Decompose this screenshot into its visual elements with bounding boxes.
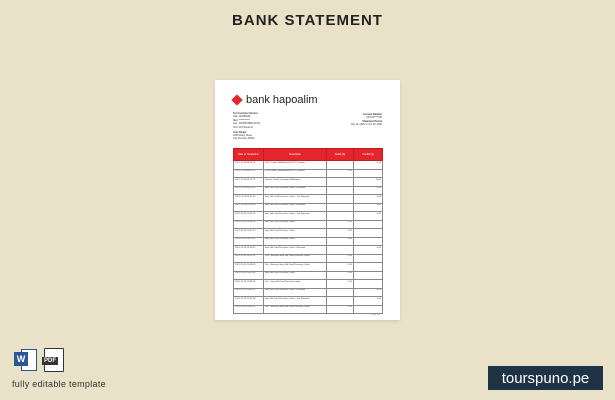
cell-date: 2021-12-16 09:50:28: [234, 203, 264, 212]
cell-date: 2021-12-16 10:21:12: [234, 254, 264, 263]
cell-description: Deposit Credit Customer Withdrawal: [264, 178, 327, 187]
cell-credit: 0.20: [354, 288, 383, 297]
cell-credit: 0.10: [354, 161, 383, 170]
cell-date: 2021-12-16 08:14:23: [234, 161, 264, 170]
account-info-block: [351, 113, 382, 127]
cell-credit: 0.20: [354, 246, 383, 255]
pdf-icon-label: PDF: [44, 358, 56, 364]
cell-debit: [327, 246, 354, 255]
cell-date: 2021-12-16 10:04:33: [234, 220, 264, 229]
cell-debit: 0.10: [327, 263, 354, 272]
cell-credit: 0.20: [354, 186, 383, 195]
cell-date: 2021-12-16 10:47:38: [234, 297, 264, 306]
table-row: [234, 220, 383, 229]
table-row: [234, 254, 383, 263]
column-header-credits: Credits ($): [354, 149, 383, 161]
column-header-description: Description: [264, 149, 327, 161]
cell-description: Item Gift Card Purchase Order - Renewal: [264, 186, 327, 195]
cell-description: Item Gift Card Purchase Order: [264, 237, 327, 246]
cell-debit: [327, 178, 354, 187]
cell-date: 2021-12-16 08:17:22: [234, 169, 264, 178]
cell-credit: [354, 220, 383, 229]
cell-description: Pos - Reversal Item Gift Card Purchase Order: [264, 254, 327, 263]
cell-debit: 0.20: [327, 271, 354, 280]
statement-sheet: [215, 80, 400, 320]
cell-description: Item Gift Card Purchase Order - Yes Renewal: [264, 195, 327, 204]
customer-service-line: Call: 123456000: [233, 115, 251, 119]
cell-credit: 10.00: [354, 178, 383, 187]
table-row: [234, 263, 383, 272]
cell-date: 2021-12-16 09:47:26: [234, 195, 264, 204]
cell-credit: 0.40: [354, 212, 383, 221]
cell-date: 2021-12-16 10:51:11: [234, 305, 264, 314]
cell-debit: 0.10: [327, 220, 354, 229]
cell-description: Pos - Item Gift Card Purchase Order: [264, 280, 327, 289]
table-row: [234, 237, 383, 246]
cell-debit: 0.10: [327, 169, 354, 178]
bank-logo: [233, 94, 318, 106]
table-row: [234, 169, 383, 178]
cell-debit: [327, 195, 354, 204]
table-row: [234, 195, 383, 204]
cell-debit: [327, 161, 354, 170]
table-row: [234, 271, 383, 280]
cell-credit: [354, 280, 383, 289]
cell-credit: [354, 271, 383, 280]
brand-badge[interactable]: tourspuno.pe: [488, 366, 603, 390]
word-document-icon: [14, 348, 36, 372]
table-row: [234, 288, 383, 297]
cell-credit: [354, 229, 383, 238]
page-number: Page 1/1: [370, 313, 380, 316]
table-row: [234, 212, 383, 221]
cell-description: Item Gift Card Purchase Order - Yes Renewal: [264, 212, 327, 221]
pdf-document-icon: [44, 348, 64, 372]
customer-service-heading: For Customer Service: [233, 112, 258, 115]
account-number-label: Account Number: [362, 113, 382, 116]
cell-description: Pos - Reversal Item Gift Card Purchase Order: [264, 263, 327, 272]
customer-service-line: Fax: 12345678890-00-00: [233, 122, 260, 126]
cell-date: 2021-12-16 09:11:22: [234, 178, 264, 187]
bank-diamond-icon: [231, 94, 242, 105]
word-icon-letter: W: [14, 352, 28, 366]
cell-date: 2021-12-16 10:01:12: [234, 212, 264, 221]
cell-date: 2021-12-16 10:07:12: [234, 229, 264, 238]
cell-date: 2021-12-16 10:28:09: [234, 263, 264, 272]
cell-description: Pos - Reversal Item Gift Card Purchase Order: [264, 305, 327, 314]
table-row: [234, 297, 383, 306]
cell-description: Item Gift Card Purchase Order: [264, 220, 327, 229]
column-header-date: Date of Transaction: [234, 149, 264, 161]
cell-date: 2021-12-16 10:12:47: [234, 237, 264, 246]
cell-debit: [327, 186, 354, 195]
table-row: [234, 280, 383, 289]
page-heading: BANK STATEMENT: [232, 12, 383, 29]
cell-debit: [327, 212, 354, 221]
table-row: [234, 178, 383, 187]
cell-credit: [354, 237, 383, 246]
cell-credit: [354, 254, 383, 263]
account-holder: Jose Dicipe: [233, 130, 247, 134]
cell-description: POS Credit VISA Refund PLUTO Sweets: [264, 161, 327, 170]
template-caption: fully editable template: [12, 379, 106, 389]
cell-debit: [327, 288, 354, 297]
address-line: City Province 00000: [233, 137, 255, 141]
cell-credit: 0.40: [354, 297, 383, 306]
cell-description: Item Gift Card Purchase Order - Renewal: [264, 203, 327, 212]
cell-credit: 0.20: [354, 203, 383, 212]
cell-description: POS Credit VISA Refund PLUTO Sweets: [264, 169, 327, 178]
customer-service-block: [233, 112, 260, 141]
cell-description: Item Gift Card Purchase Order - Renewal: [264, 246, 327, 255]
table-row: [234, 246, 383, 255]
table-row: [234, 305, 383, 314]
cell-debit: 0.10: [327, 280, 354, 289]
statement-period-label: Statement Period: [362, 119, 382, 123]
statement-period: July 10, 2020 to Jun 30, 2020: [350, 123, 382, 127]
customer-service-line: Mail: ************: [233, 118, 250, 122]
address-line: 2345 Dusty Street: [233, 133, 253, 137]
cell-credit: [354, 169, 383, 178]
account-number: XXXXX****345: [366, 116, 382, 120]
cell-description: Item Gift Card Purchase Order - Yes Renewal: [264, 297, 327, 306]
format-icons: [14, 348, 64, 372]
table-row: [234, 203, 383, 212]
bank-name: bank hapoalim: [246, 94, 318, 106]
cell-debit: 0.20: [327, 305, 354, 314]
table-row: [234, 229, 383, 238]
cell-date: 2021-12-16 10:38:51: [234, 280, 264, 289]
cell-debit: [327, 297, 354, 306]
customer-service-line: Visit: 123 Street St: [233, 125, 253, 129]
cell-debit: 0.20: [327, 229, 354, 238]
table-header-row: [234, 149, 383, 161]
transactions-table: [233, 148, 383, 314]
table-row: [234, 161, 383, 170]
cell-date: 2021-12-16 10:18:22: [234, 246, 264, 255]
cell-date: 2021-12-16 10:31:44: [234, 271, 264, 280]
cell-date: 2021-12-16 09:17:53: [234, 186, 264, 195]
cell-description: Item Gift Card Purchase Order: [264, 271, 327, 280]
cell-credit: 0.40: [354, 195, 383, 204]
column-header-debits: Debits ($): [327, 149, 354, 161]
cell-debit: [327, 203, 354, 212]
cell-debit: 0.20: [327, 254, 354, 263]
cell-description: Item Gift Card Purchase Order - Renewal: [264, 288, 327, 297]
cell-credit: [354, 263, 383, 272]
cell-date: 2021-12-16 10:45:12: [234, 288, 264, 297]
cell-description: Item Gift Card Purchase Order: [264, 229, 327, 238]
cell-debit: 0.40: [327, 237, 354, 246]
table-row: [234, 186, 383, 195]
